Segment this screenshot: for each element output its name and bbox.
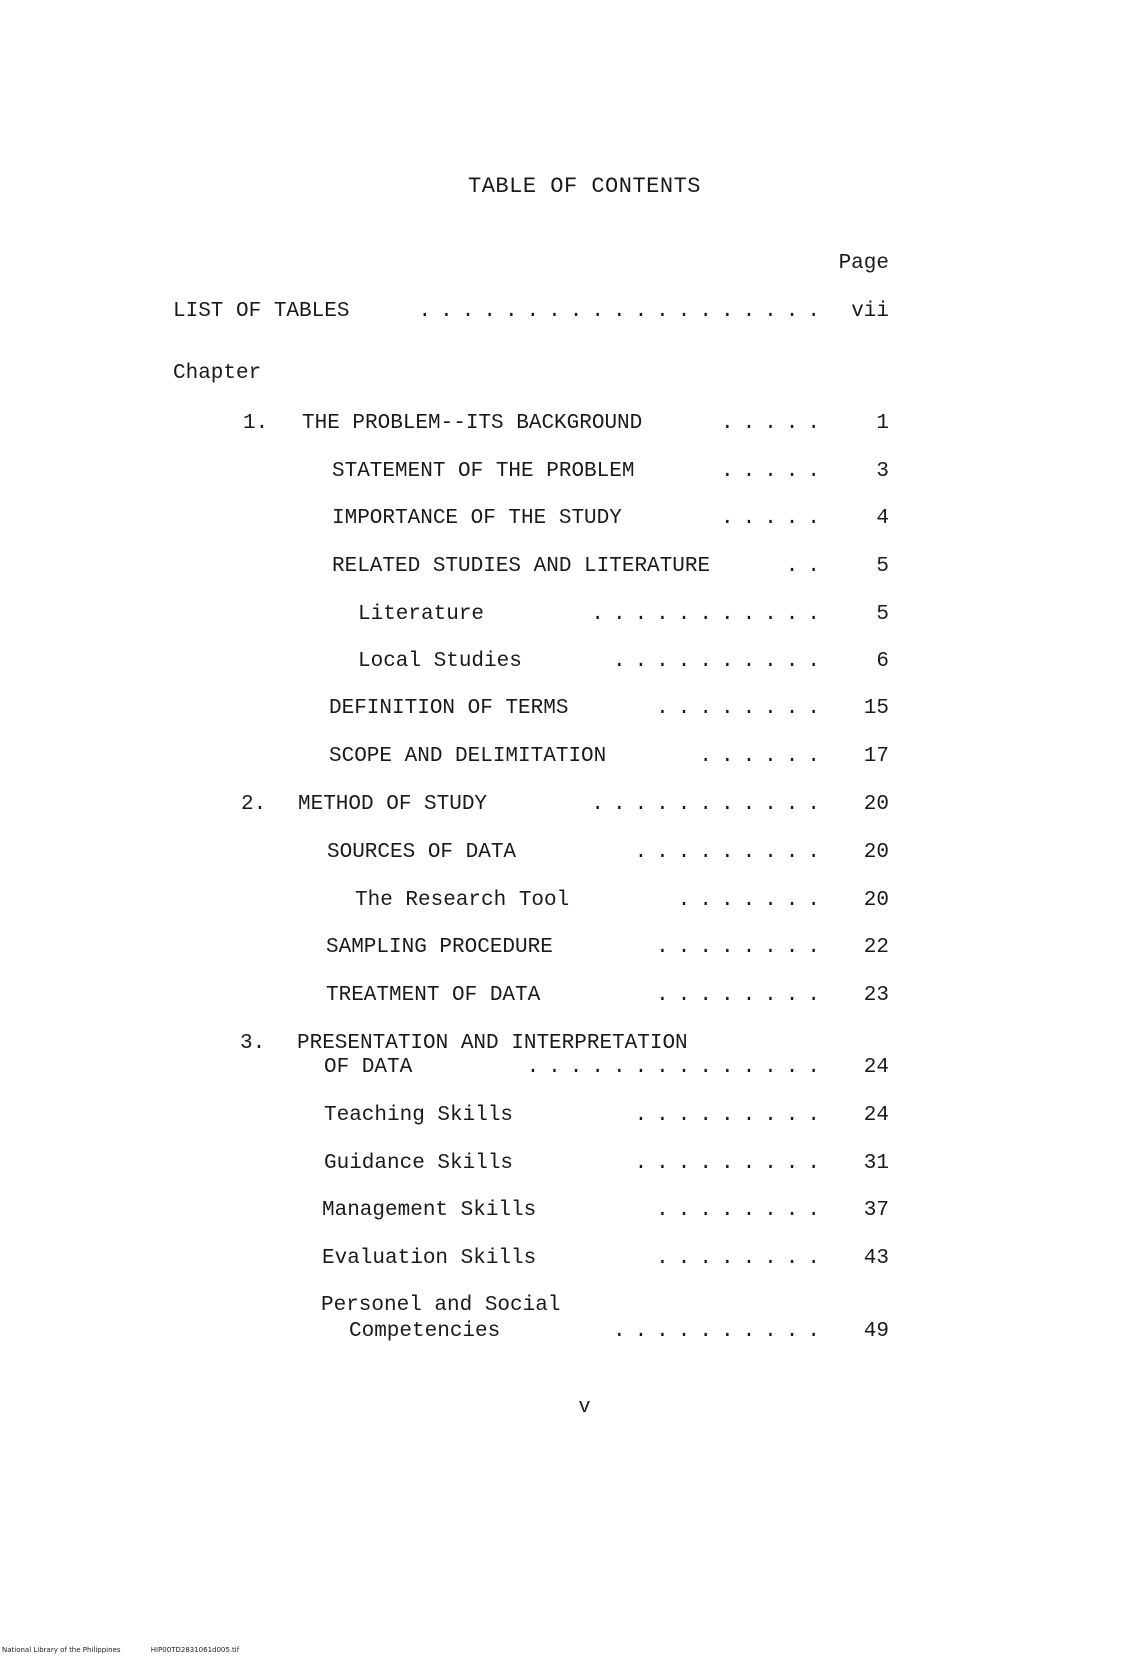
toc-entry-label: DEFINITION OF TERMS bbox=[329, 697, 569, 720]
toc-entry-page: vii bbox=[851, 300, 889, 323]
dot-leader: ........... bbox=[591, 603, 829, 626]
toc-entry bbox=[0, 507, 1139, 537]
dot-leader: ........... bbox=[591, 793, 829, 816]
toc-entry bbox=[0, 697, 1139, 727]
toc-entry-label: Teaching Skills bbox=[324, 1104, 514, 1127]
chapter-label: Chapter bbox=[173, 362, 262, 385]
toc-entry-label: SCOPE AND DELIMITATION bbox=[329, 745, 607, 768]
toc-entry-label: SAMPLING PROCEDURE bbox=[326, 936, 553, 959]
dot-leader: ..... bbox=[720, 460, 829, 483]
toc-entry bbox=[0, 936, 1139, 966]
toc-entry-label: THE PROBLEM--ITS BACKGROUND bbox=[302, 412, 643, 435]
toc-entry bbox=[0, 603, 1139, 633]
toc-entry-label: Evaluation Skills bbox=[322, 1247, 537, 1270]
dot-leader: ......... bbox=[634, 1104, 829, 1127]
toc-entry-continuation bbox=[0, 1320, 1139, 1350]
dot-leader: ........ bbox=[656, 936, 829, 959]
toc-entry-page: 3 bbox=[876, 460, 889, 483]
toc-entry-page: 20 bbox=[863, 793, 889, 816]
chapter-number: 2. bbox=[241, 793, 267, 816]
toc-entry-page: 20 bbox=[863, 889, 889, 912]
toc-entry-label: IMPORTANCE OF THE STUDY bbox=[332, 507, 622, 530]
toc-entry bbox=[0, 1199, 1139, 1229]
toc-entry-label: Guidance Skills bbox=[324, 1152, 514, 1175]
dot-leader: ..... bbox=[720, 507, 829, 530]
toc-entry-label: METHOD OF STUDY bbox=[298, 793, 488, 816]
toc-entry bbox=[0, 412, 1139, 442]
toc-entry-page: 22 bbox=[863, 936, 889, 959]
dot-leader: ......... bbox=[634, 1152, 829, 1175]
toc-entry-page: 6 bbox=[876, 650, 889, 673]
toc-entry-page: 24 bbox=[863, 1104, 889, 1127]
toc-entry-page: 17 bbox=[863, 745, 889, 768]
dot-leader: ..... bbox=[720, 412, 829, 435]
archive-library: National Library of the Philippines bbox=[2, 1646, 121, 1654]
toc-entry-page: 5 bbox=[876, 603, 889, 626]
archive-file-id: HIP00TD2831061d005.tif bbox=[150, 1646, 240, 1654]
toc-entry-page: 49 bbox=[863, 1320, 889, 1343]
dot-leader: ........ bbox=[656, 1247, 829, 1270]
toc-entry-label-line2: Competencies bbox=[349, 1320, 501, 1343]
toc-entry-label: Personel and Social bbox=[321, 1294, 561, 1317]
toc-entry bbox=[0, 793, 1139, 823]
toc-entry-page: 23 bbox=[863, 984, 889, 1007]
toc-entry bbox=[0, 555, 1139, 585]
toc-entry-label: The Research Tool bbox=[355, 889, 570, 912]
toc-entry-label: TREATMENT OF DATA bbox=[326, 984, 541, 1007]
toc-entry-label: LIST OF TABLES bbox=[173, 300, 350, 323]
dot-leader: .............. bbox=[526, 1056, 829, 1079]
toc-entry bbox=[0, 300, 1139, 330]
page-title: TABLE OF CONTENTS bbox=[468, 174, 701, 199]
dot-leader: ........ bbox=[656, 697, 829, 720]
toc-entry bbox=[0, 460, 1139, 490]
dot-leader: ....... bbox=[677, 889, 829, 912]
toc-entry bbox=[0, 1247, 1139, 1277]
toc-entry bbox=[0, 745, 1139, 775]
chapter-number: 3. bbox=[240, 1032, 266, 1055]
toc-entry-page: 24 bbox=[863, 1056, 889, 1079]
dot-leader: .......... bbox=[612, 1320, 829, 1343]
dot-leader: .. bbox=[785, 555, 829, 578]
toc-entry-label-line2: OF DATA bbox=[324, 1056, 413, 1079]
dot-leader: ................... bbox=[418, 300, 829, 323]
toc-entry-label: STATEMENT OF THE PROBLEM bbox=[332, 460, 635, 483]
toc-entry-page: 37 bbox=[863, 1199, 889, 1222]
toc-entry-page: 15 bbox=[863, 697, 889, 720]
toc-entry-page: 5 bbox=[876, 555, 889, 578]
toc-entry-page: 43 bbox=[863, 1247, 889, 1270]
toc-entry-page: 20 bbox=[863, 841, 889, 864]
dot-leader: ........ bbox=[656, 984, 829, 1007]
toc-entry bbox=[0, 889, 1139, 919]
archive-stamp bbox=[2, 1646, 267, 1654]
page-column-header: Page bbox=[838, 252, 889, 275]
toc-entry-label: Literature bbox=[358, 603, 485, 626]
toc-entry-label: PRESENTATION AND INTERPRETATION bbox=[297, 1032, 688, 1055]
toc-entry-label: RELATED STUDIES AND LITERATURE bbox=[332, 555, 711, 578]
dot-leader: ......... bbox=[634, 841, 829, 864]
dot-leader: .......... bbox=[612, 650, 829, 673]
page-folio: v bbox=[578, 1396, 591, 1419]
toc-entry bbox=[0, 841, 1139, 871]
toc-entry-label: Management Skills bbox=[322, 1199, 537, 1222]
dot-leader: ...... bbox=[699, 745, 829, 768]
toc-entry bbox=[0, 1152, 1139, 1182]
toc-entry bbox=[0, 650, 1139, 680]
toc-entry bbox=[0, 984, 1139, 1014]
chapter-number: 1. bbox=[243, 412, 269, 435]
dot-leader: ........ bbox=[656, 1199, 829, 1222]
toc-entry-page: 4 bbox=[876, 507, 889, 530]
toc-entry-page: 31 bbox=[863, 1152, 889, 1175]
toc-entry bbox=[0, 1104, 1139, 1134]
toc-entry-page: 1 bbox=[876, 412, 889, 435]
toc-entry-label: Local Studies bbox=[358, 650, 522, 673]
toc-entry-continuation bbox=[0, 1056, 1139, 1086]
toc-entry-label: SOURCES OF DATA bbox=[327, 841, 517, 864]
